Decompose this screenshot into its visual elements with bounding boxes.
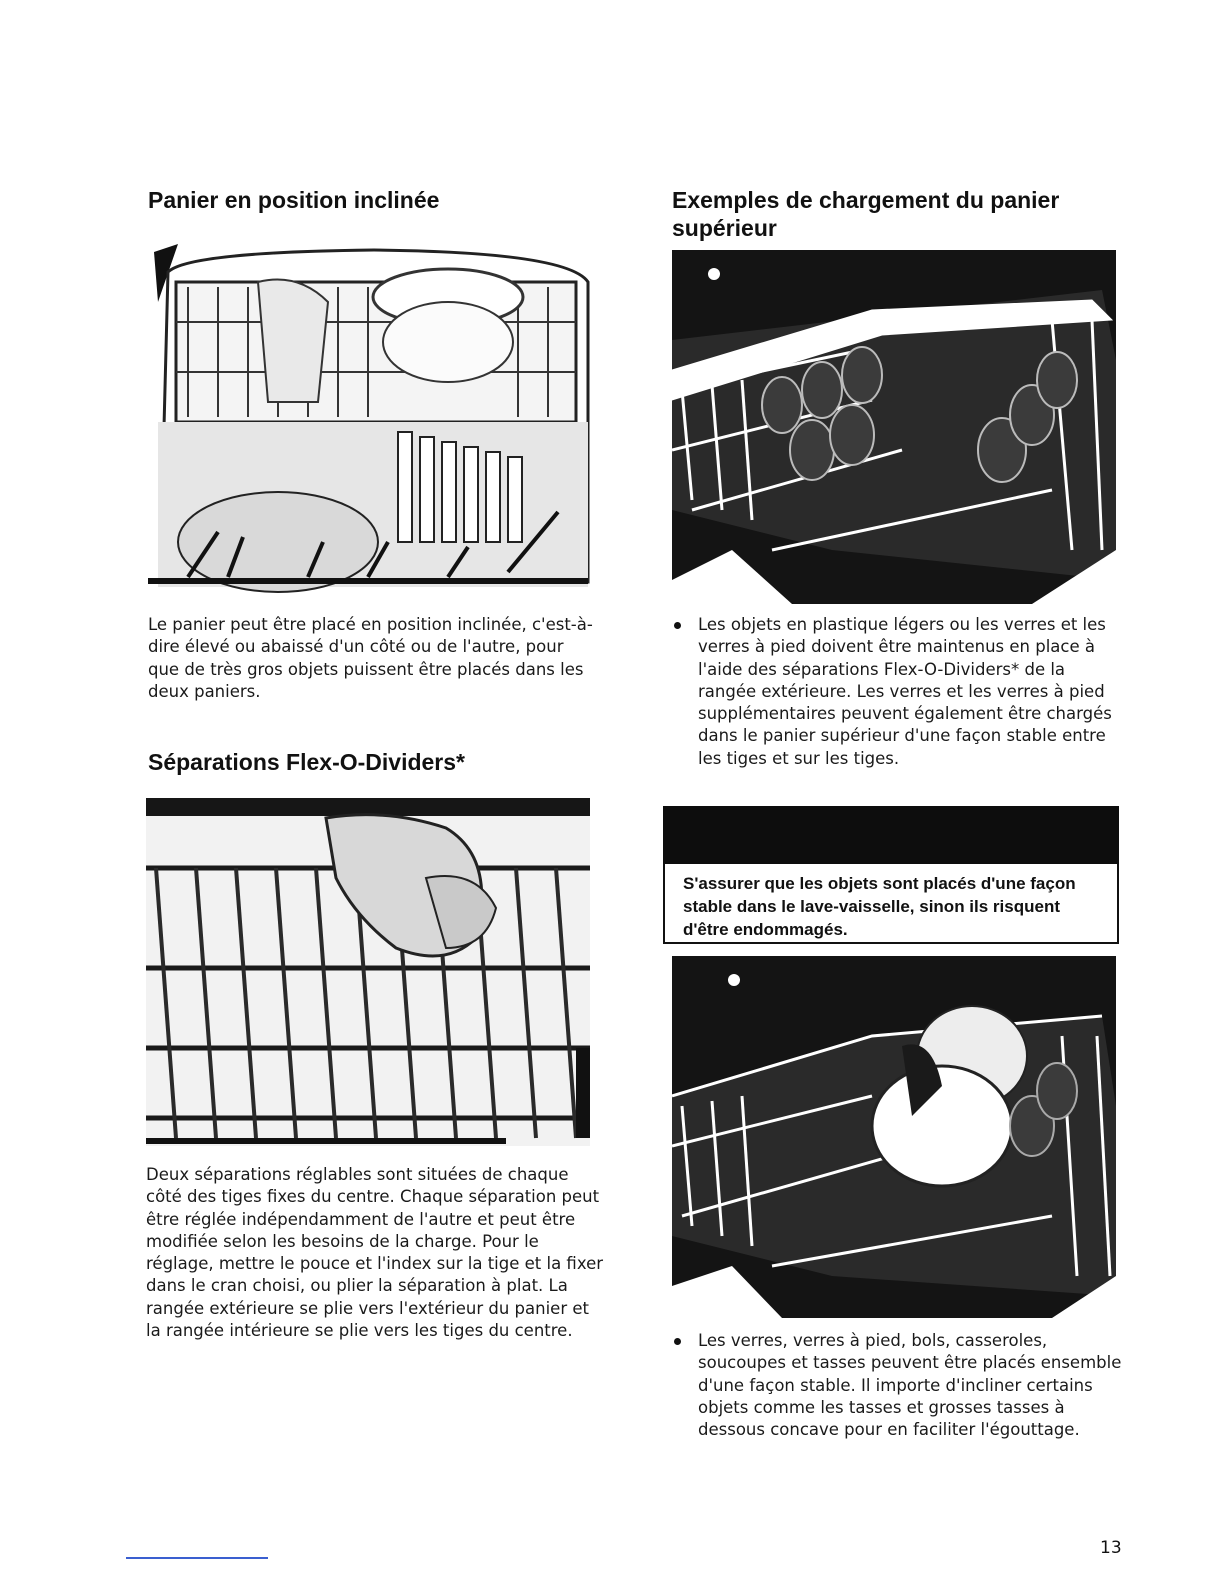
- bullet-icon: [674, 1338, 681, 1345]
- page-number: 13: [1100, 1538, 1122, 1558]
- caution-box: [663, 864, 1119, 944]
- glasses-loaded-illustration: [672, 250, 1116, 604]
- flex-o-dividers-heading: Séparations Flex-O-Dividers*: [148, 749, 465, 775]
- tilted-rack-illustration: [148, 242, 600, 604]
- mixed-load-illustration: [672, 956, 1116, 1318]
- tilted-rack-heading: Panier en position inclinée: [148, 187, 440, 213]
- flex-o-dividers-photo: [146, 798, 590, 1152]
- tilted-rack-paragraph: Le panier peut être placé en position inclinée, c'est-à-dire élevé ou abaissé d'un côté ou de l'autre, pour que de très gros objets puissent être placés dans les deux paniers.: [148, 615, 593, 701]
- flex-o-dividers-illustration: [146, 798, 590, 1152]
- bullet-text: Les verres, verres à pied, bols, casseroles, soucoupes et tasses peuvent être placés ensemble d'une façon stable. Il importe d'incliner certains objets comme les tasses et grosses tasses à dessous concave pour en faciliter l'égouttage.: [698, 1331, 1122, 1440]
- mixed-load-photo: [672, 956, 1116, 1318]
- footer-rule: [126, 1557, 268, 1559]
- bullet-icon: [674, 622, 681, 629]
- tilted-rack-photo: [148, 242, 600, 604]
- caution-callout: [663, 806, 1119, 944]
- bullet-list-item: [674, 1330, 1126, 1470]
- bullet-list-item: [674, 614, 1120, 794]
- loading-examples-heading: Exemples de chargement du panier supérieur: [672, 187, 1060, 241]
- glasses-loaded-photo: [672, 250, 1116, 604]
- caution-header-bar: [663, 806, 1119, 864]
- bullet-text: Les objets en plastique légers ou les verres et les verres à pied doivent être maintenus en place à l'aide des séparations Flex-O-Dividers* de la rangée extérieure. Les verres et les verres à pied supplémentaires peuvent également être chargés dans le panier supérieur d'une façon stable entre les tiges et sur les tiges.: [698, 615, 1112, 768]
- caution-text: S'assurer que les objets sont placés d'une façon stable dans le lave-vaisselle, sinon ils risquent d'être endommagés.: [683, 874, 1076, 939]
- flex-o-dividers-paragraph: Deux séparations réglables sont situées de chaque côté des tiges fixes du centre. Chaque séparation peut être réglée indépendamment de l'autre et peut être modifiée selon les besoins de la charge. Pour le réglage, mettre le pouce et l'index sur la tige et la fixer dans le cran choisi, ou plier la séparation à plat. La rangée extérieure se plie vers l'extérieur du panier et la rangée intérieure se plie vers les tiges du centre.: [146, 1165, 604, 1341]
